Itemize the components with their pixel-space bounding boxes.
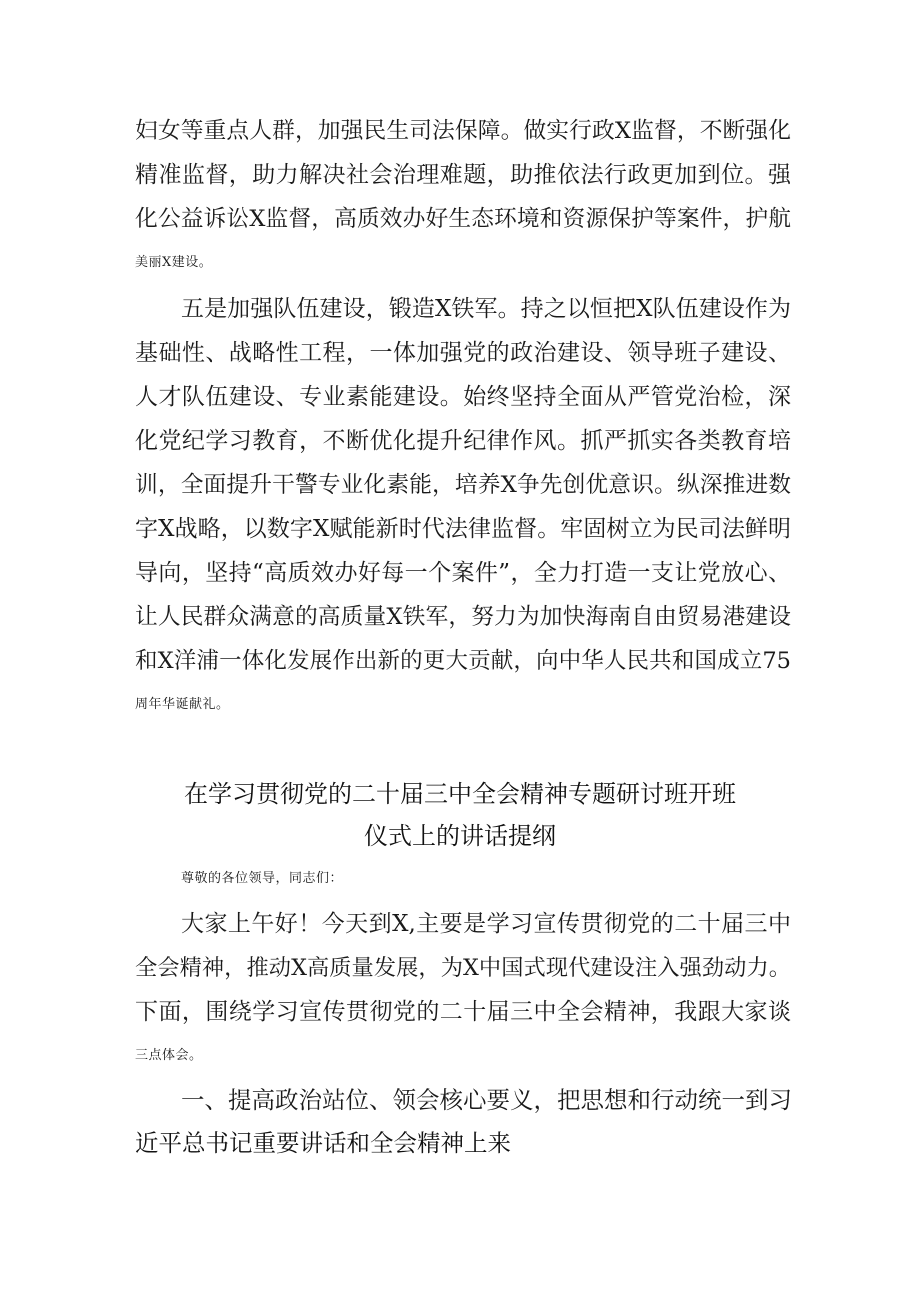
greeting: 尊敬的各位领导，同志们： [181,871,344,886]
paragraph-3-line-1: 大家上午好！今天到X,主要是学习宣传贯彻党的二十届三中 [181,911,791,937]
section-1-heading-line-2: 近平总书记重要讲话和全会精神上来 [135,1129,511,1157]
paragraph-2-line-7: 导向，坚持“高质效办好每一个案件”，全力打造一支让党放心、 [135,560,791,586]
paragraph-1-line-3: 化公益诉讼X监督，高质效办好生态环境和资源保护等案件，护航 [135,206,791,232]
section-1-heading-line-1: 一、提高政治站位、领会核心要义，把思想和行动统一到习 [181,1086,792,1114]
paragraph-2-line-5: 训，全面提升干警专业化素能，培养X争先创优意识。纵深推进数 [135,472,791,498]
paragraph-2-line-1: 五是加强队伍建设，锻造X铁军。持之以恒把X队伍建设作为 [181,296,791,322]
speech-title-line-1: 在学习贯彻党的二十届三中全会精神专题研讨班开班 [184,780,736,808]
paragraph-3-line-4: 三点体会。 [135,1048,203,1063]
paragraph-1-line-1: 妇女等重点人群，加强民生司法保障。做实行政X监督，不断强化 [135,118,791,144]
paragraph-2-line-3: 人才队伍建设、专业素能建设。始终坚持全面从严管党治检，深 [135,384,791,410]
paragraph-3-line-3: 下面，围绕学习宣传贯彻党的二十届三中全会精神，我跟大家谈 [135,999,791,1025]
paragraph-1-line-4: 美丽X建设。 [135,255,213,270]
speech-title-line-2: 仪式上的讲话提纲 [364,822,556,850]
paragraph-2-line-10: 周年华诞献礼。 [135,697,230,712]
paragraph-2-line-2: 基础性、战略性工程，一体加强党的政治建设、领导班子建设、 [135,340,791,366]
paragraph-2-line-8: 让人民群众满意的高质量X铁军，努力为加快海南自由贸易港建设 [135,604,791,630]
paragraph-2-line-9: 和X洋浦一体化发展作出新的更大贡献，向中华人民共和国成立75 [135,648,791,674]
paragraph-2-line-6: 字X战略，以数字X赋能新时代法律监督。牢固树立为民司法鲜明 [135,516,791,542]
paragraph-2-line-4: 化党纪学习教育，不断优化提升纪律作风。抓严抓实各类教育培 [135,428,791,454]
paragraph-3-line-2: 全会精神，推动X高质量发展，为X中国式现代建设注入强劲动力。 [135,955,791,981]
paragraph-1-line-2: 精准监督，助力解决社会治理难题，助推依法行政更加到位。强 [135,162,791,188]
